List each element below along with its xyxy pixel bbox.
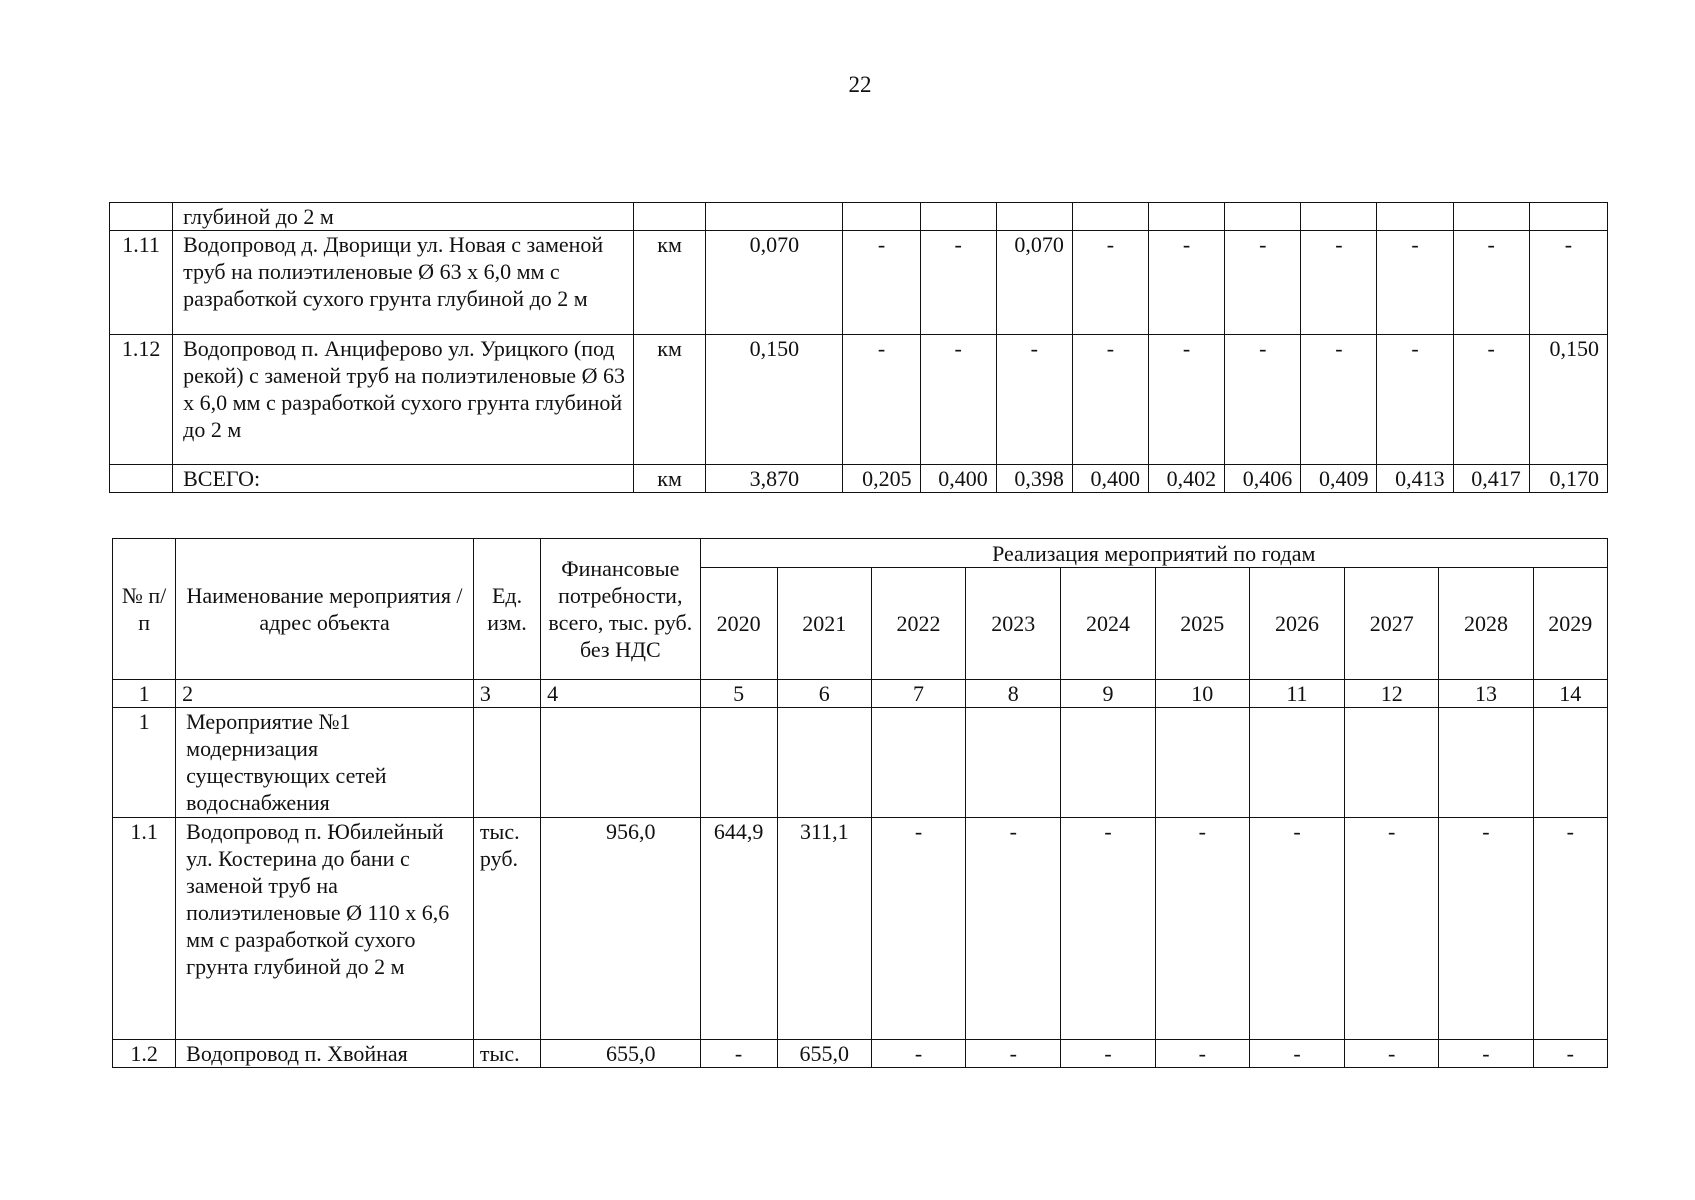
row-year-cell: 0,070 [996,231,1072,335]
row-year-cell: - [1149,335,1225,465]
row-year-cell [1453,203,1529,231]
row-unit-cell [634,203,706,231]
table-row [113,1040,1608,1068]
row-year-cell [1149,203,1225,231]
header-year: 2023 [966,568,1061,680]
row-year-cell: - [1225,231,1301,335]
row-number-cell: 1.11 [110,231,173,335]
row-year-cell: - [1533,1040,1607,1068]
table-row [110,465,1608,493]
row-name-cell: ВСЕГО: [173,465,634,493]
header-year: 2028 [1439,568,1533,680]
row-year-cell: - [920,231,996,335]
row-unit-cell: тыс. [473,1040,540,1068]
row-year-cell [1301,203,1377,231]
row-year-cell: - [1533,818,1607,1040]
row-total-cell: 0,070 [706,231,843,335]
row-year-cell [1249,708,1344,818]
row-year-cell: - [966,1040,1061,1068]
row-year-cell [1533,708,1607,818]
row-number-cell: 1 [113,708,176,818]
row-year-cell: 0,406 [1225,465,1301,493]
row-year-cell [1061,708,1155,818]
continuation-table [109,202,1608,493]
row-year-cell [1155,708,1249,818]
row-year-cell: - [1377,335,1453,465]
header-year: 2029 [1533,568,1607,680]
header-year: 2025 [1155,568,1249,680]
column-number-cell: 8 [966,680,1061,708]
row-year-cell: - [1345,818,1439,1040]
row-year-cell [777,708,871,818]
row-total-cell: 956,0 [541,818,700,1040]
column-number-cell: 14 [1533,680,1607,708]
row-year-cell: 655,0 [777,1040,871,1068]
row-year-cell [1439,708,1533,818]
row-year-cell: - [996,335,1072,465]
header-year: 2026 [1249,568,1344,680]
row-year-cell: - [1061,1040,1155,1068]
row-year-cell: - [1061,818,1155,1040]
row-year-cell [966,708,1061,818]
row-year-cell: 0,400 [1072,465,1148,493]
header-year: 2021 [777,568,871,680]
row-total-cell: 655,0 [541,1040,700,1068]
row-unit-cell: км [634,231,706,335]
row-number-cell [110,465,173,493]
row-number-cell: 1.1 [113,818,176,1040]
header-year: 2024 [1061,568,1155,680]
row-year-cell: - [1149,231,1225,335]
row-year-cell: 0,398 [996,465,1072,493]
row-year-cell: - [1453,335,1529,465]
row-year-cell: - [1439,818,1533,1040]
header-unit: Ед. изм. [473,539,540,680]
row-year-cell: - [700,1040,777,1068]
row-year-cell: 0,400 [920,465,996,493]
row-total-cell: 3,870 [706,465,843,493]
measures-table [112,538,1608,1068]
row-name-cell: Водопровод п. Юбилейный ул. Костерина до бани с заменой труб на полиэтиленовые Ø 110 х 6,6 мм с разработкой сухого грунта глубиной до 2 м [176,818,474,1040]
column-number-cell: 12 [1345,680,1439,708]
row-year-cell [1225,203,1301,231]
column-number-cell: 11 [1249,680,1344,708]
row-total-cell: 0,150 [706,335,843,465]
row-year-cell: - [871,1040,965,1068]
column-number-cell: 10 [1155,680,1249,708]
page-number: 22 [848,72,872,97]
row-year-cell [700,708,777,818]
header-finance: Финансовые потребности, всего, тыс. руб. без НДС [541,539,700,680]
column-number-cell: 5 [700,680,777,708]
header-year: 2022 [871,568,965,680]
row-year-cell: - [1249,818,1344,1040]
row-year-cell: 644,9 [700,818,777,1040]
column-number-cell: 4 [541,680,700,708]
row-year-cell: - [1345,1040,1439,1068]
row-name-cell: Водопровод п. Анциферово ул. Урицкого (под рекой) с заменой труб на полиэтиленовые Ø 63 х 6,0 мм с разработкой сухого грунта глубиной до 2 м [173,335,634,465]
row-name-cell: Водопровод д. Дворищи ул. Новая с заменой труб на полиэтиленовые Ø 63 х 6,0 мм с разработкой сухого грунта глубиной до 2 м [173,231,634,335]
column-number-cell: 3 [473,680,540,708]
column-number-cell: 7 [871,680,965,708]
row-number-cell: 1.12 [110,335,173,465]
row-year-cell: 0,150 [1529,335,1607,465]
row-year-cell: - [1225,335,1301,465]
table-row [110,203,1608,231]
row-name-cell: Водопровод п. Хвойная [176,1040,474,1068]
row-unit-cell [473,708,540,818]
row-year-cell [871,708,965,818]
row-year-cell: 0,170 [1529,465,1607,493]
header-name: Наименование мероприятия / адрес объекта [176,539,474,680]
row-number-cell: 1.2 [113,1040,176,1068]
row-year-cell: 0,417 [1453,465,1529,493]
row-unit-cell: тыс. руб. [473,818,540,1040]
row-year-cell [1072,203,1148,231]
column-number-cell: 13 [1439,680,1533,708]
row-year-cell: - [1072,335,1148,465]
row-year-cell: - [843,335,920,465]
row-year-cell [1377,203,1453,231]
header-year: 2020 [700,568,777,680]
row-year-cell [1529,203,1607,231]
column-number-cell: 6 [777,680,871,708]
row-year-cell: 0,409 [1301,465,1377,493]
row-year-cell: - [1453,231,1529,335]
row-year-cell: - [1249,1040,1344,1068]
table-row [110,335,1608,465]
row-year-cell [843,203,920,231]
header-number: № п/п [113,539,176,680]
row-year-cell: - [1301,335,1377,465]
row-year-cell: - [1301,231,1377,335]
row-total-cell [706,203,843,231]
row-year-cell: - [966,818,1061,1040]
row-year-cell: - [1072,231,1148,335]
row-year-cell [1345,708,1439,818]
row-year-cell: - [1377,231,1453,335]
header-years-group: Реализация мероприятий по годам [700,539,1608,568]
row-year-cell: - [1155,1040,1249,1068]
row-year-cell [920,203,996,231]
table-row [110,231,1608,335]
header-year: 2027 [1345,568,1439,680]
row-year-cell: - [1439,1040,1533,1068]
row-year-cell: - [843,231,920,335]
table-row [113,818,1608,1040]
row-year-cell: 0,205 [843,465,920,493]
table-row [113,708,1608,818]
row-year-cell: - [1155,818,1249,1040]
row-year-cell: - [1529,231,1607,335]
column-number-cell: 2 [176,680,474,708]
column-number-cell: 9 [1061,680,1155,708]
row-name-cell: Мероприятие №1 модернизация существующих сетей водоснабжения [176,708,474,818]
row-year-cell: - [920,335,996,465]
row-year-cell: 0,402 [1149,465,1225,493]
row-year-cell: 0,413 [1377,465,1453,493]
row-name-cell: глубиной до 2 м [173,203,634,231]
row-unit-cell: км [634,335,706,465]
row-unit-cell: км [634,465,706,493]
row-year-cell: - [871,818,965,1040]
row-total-cell [541,708,700,818]
column-number-cell: 1 [113,680,176,708]
row-year-cell: 311,1 [777,818,871,1040]
row-year-cell [996,203,1072,231]
row-number-cell [110,203,173,231]
